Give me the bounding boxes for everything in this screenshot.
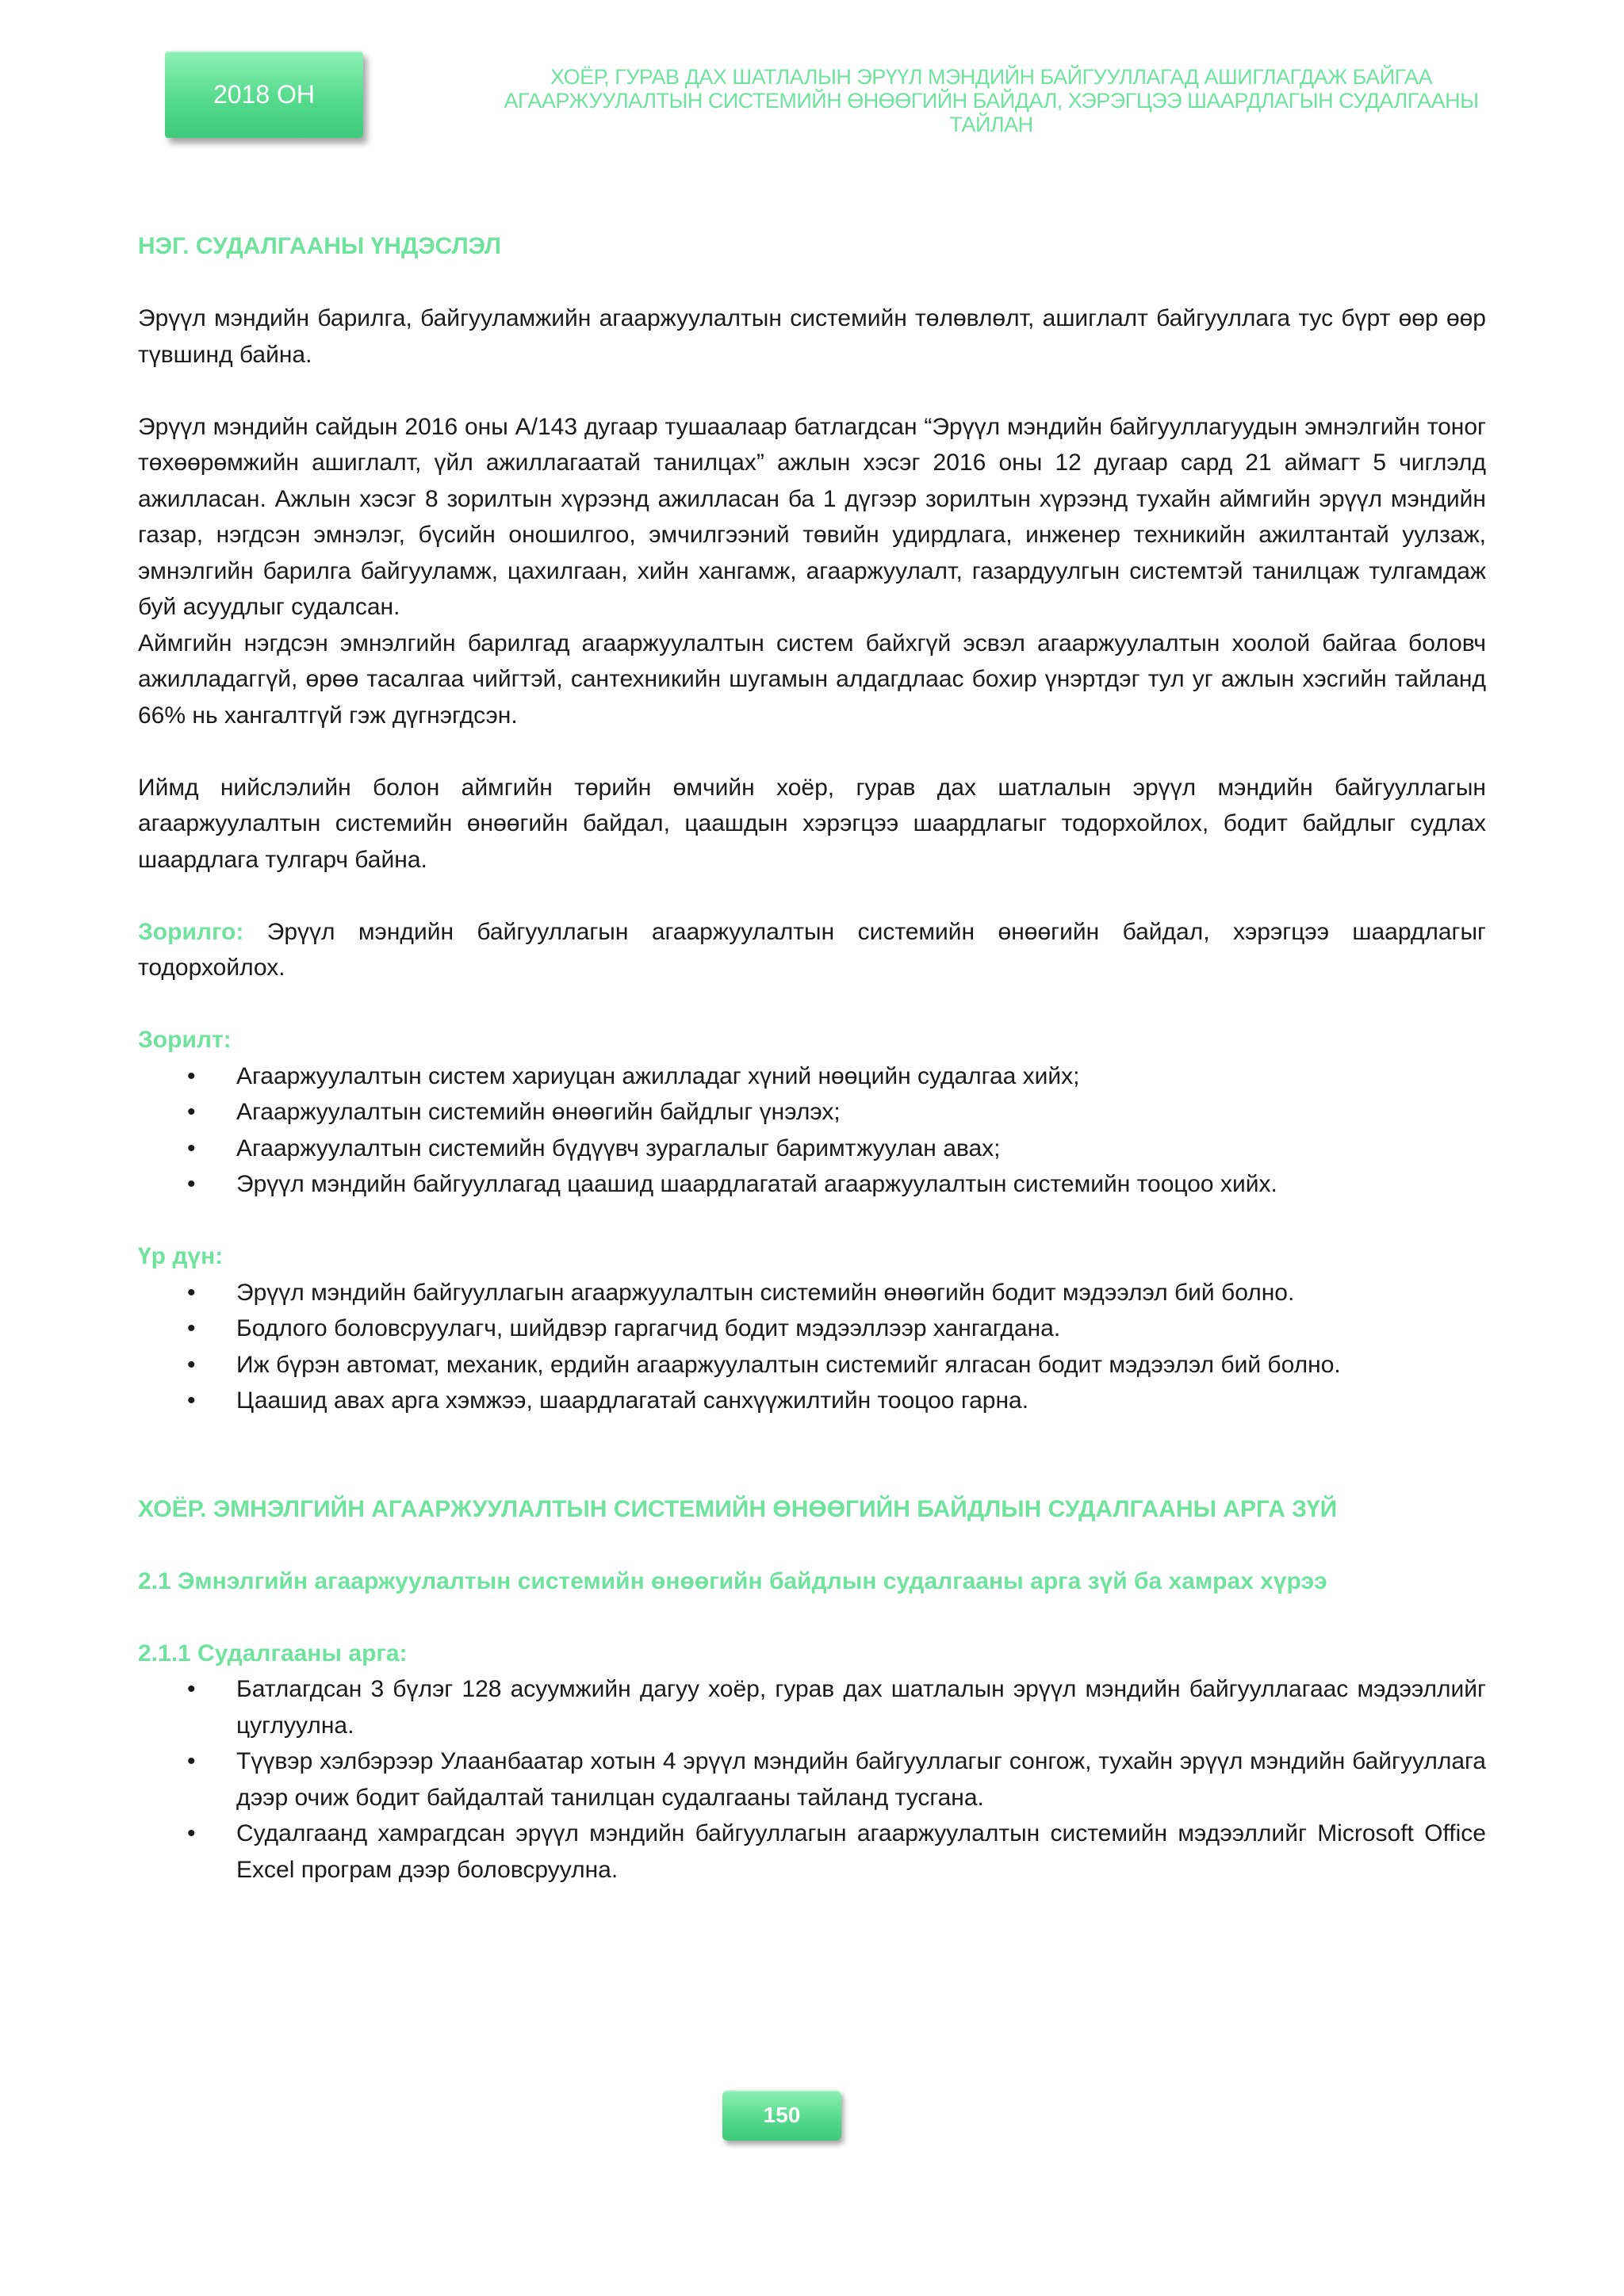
section1-heading: НЭГ. СУДАЛГААНЫ ҮНДЭСЛЭЛ	[138, 233, 501, 259]
page-content	[138, 228, 1486, 1888]
page-number-badge	[722, 2090, 841, 2141]
section1-paragraph-1: Эрүүл мэндийн барилга, байгууламжийн агааржуулалтын системийн төлөвлөлт, ашиглалт байгууллага тус бүрт өөр өөр түвшинд байна.	[138, 305, 1486, 368]
objectives-list	[138, 1058, 1486, 1203]
methods-list	[138, 1671, 1486, 1888]
header-title-line: ХОЁР, ГУРАВ ДАХ ШАТЛАЛЫН ЭРҮҮЛ МЭНДИЙН БАЙГУУЛЛАГАД АШИГЛАГДАЖ БАЙГАА	[550, 65, 1432, 89]
list-item: • Агааржуулалтын систем хариуцан ажилладаг хүний нөөцийн судалгаа хийх;	[138, 1058, 1486, 1095]
section1-paragraph-3: Аймгийн нэгдсэн эмнэлгийн барилгад агааржуулалтын систем байхгүй эсвэл агааржуулалтын хоолой байгаа боловч ажилладаггүй, өрөө тасалгаа чийгтэй, сантехникийн шугамын алдагдлаас бохир үнэртдэг тул уг ажлын хэсгийн тайланд 66% нь хангалтгүй гэж дүгнэгдсэн.	[138, 629, 1486, 729]
list-item: • Түүвэр хэлбэрээр Улаанбаатар хотын 4 эрүүл мэндийн байгууллагыг сонгож, тухайн эрүүл мэндийн байгууллага дээр очиж бодит байдалтай танилцан судалгааны тайланд тусгана.	[138, 1743, 1486, 1816]
document-header-title	[396, 65, 1586, 136]
list-item: • Судалгаанд хамрагдсан эрүүл мэндийн байгууллагын агааржуулалтын системийн мэдээллийг Microsoft Office Excel програм дээр боловсруулна.	[138, 1816, 1486, 1888]
list-item: • Агааржуулалтын системийн өнөөгийн байдлыг үнэлэх;	[138, 1094, 1486, 1131]
list-item: • Эрүүл мэндийн байгууллагад цаашид шаардлагатай агааржуулалтын системийн тооцоо хийх.	[138, 1166, 1486, 1203]
section1-paragraph-4: Иймд нийслэлийн болон аймгийн төрийн өмчийн хоёр, гурав дах шатлалын эрүүл мэндийн байгууллагын агааржуулалтын системийн өнөөгийн байдал, цаашдын хэрэгцээ шаардлагыг тодорхойлох, бодит байдлыг судлах шаардлага тулгарч байна.	[138, 774, 1486, 873]
results-list	[138, 1275, 1486, 1419]
objectives-label: Зорилт:	[138, 1027, 232, 1053]
list-item: • Бодлого боловсруулагч, шийдвэр гаргагчид бодит мэдээллээр хангагдана.	[138, 1311, 1486, 1347]
list-item: • Иж бүрэн автомат, механик, ердийн агааржуулалтын системийг ялгасан бодит мэдээлэл бий болно.	[138, 1347, 1486, 1383]
section2-heading: ХОЁР. ЭМНЭЛГИЙН АГААРЖУУЛАЛТЫН СИСТЕМИЙН ӨНӨӨГИЙН БАЙДЛЫН СУДАЛГААНЫ АРГА ЗҮЙ	[138, 1495, 1338, 1522]
goal-text: Эрүүл мэндийн байгууллагын агааржуулалтын системийн өнөөгийн байдал, хэрэгцээ шаардлагыг тодорхойлох.	[138, 918, 1486, 981]
year-label: 2018 ОН	[213, 79, 316, 109]
list-item: • Эрүүл мэндийн байгууллагын агааржуулалтын системийн өнөөгийн бодит мэдээлэл бий болно.	[138, 1275, 1486, 1311]
list-item: • Батлагдсан 3 бүлэг 128 асуумжийн дагуу хоёр, гурав дах шатлалын эрүүл мэндийн байгууллагаас мэдээллийг цуглуулна.	[138, 1671, 1486, 1743]
goal-label: Зорилго:	[138, 918, 244, 945]
list-item: • Цаашид авах арга хэмжээ, шаардлагатай санхүүжилтийн тооцоо гарна.	[138, 1383, 1486, 1419]
header-title-line: АГААРЖУУЛАЛТЫН СИСТЕМИЙН ӨНӨӨГИЙН БАЙДАЛ, ХЭРЭГЦЭЭ ШААРДЛАГЫН СУДАЛГААНЫ	[504, 89, 1479, 113]
year-badge	[165, 51, 363, 138]
list-item: • Агааржуулалтын системийн бүдүүвч зураглалыг баримтжуулан авах;	[138, 1131, 1486, 1167]
header-title-line: ТАЙЛАН	[949, 113, 1033, 136]
results-label: Үр дүн:	[138, 1243, 224, 1269]
subsection-2-1-1-heading: 2.1.1 Судалгааны арга:	[138, 1640, 408, 1667]
subsection-2-1-heading: 2.1 Эмнэлгийн агааржуулалтын системийн өнөөгийн байдлын судалгааны арга зүй ба хамрах хүрээ	[138, 1567, 1327, 1594]
section1-paragraph-2: Эрүүл мэндийн сайдын 2016 оны А/143 дугаар тушаалаар батлагдсан “Эрүүл мэндийн байгууллагуудын эмнэлгийн тоног төхөөрөмжийн ашиглалт, үйл ажиллагаатай танилцах” ажлын хэсэг 2016 оны 12 дугаар сард 21 аймагт 5 чиглэлд ажилласан. Ажлын хэсэг 8 зорилтын хүрээнд ажилласан ба 1 дүгээр зорилтын хүрээнд тухайн аймгийн эрүүл мэндийн газар, нэгдсэн эмнэлэг, бүсийн оношилгоо, эмчилгээний төвийн удирдлага, инженер техникийн ажилтантай уулзаж, эмнэлгийн барилга байгууламж, цахилгаан, хийн хангамж, агааржуулалт, газардуулгын системтэй танилцаж тулгамдаж буй асуудлыг судалсан.	[138, 413, 1486, 620]
goal-paragraph	[138, 914, 1486, 986]
page-number: 150	[763, 2103, 801, 2127]
